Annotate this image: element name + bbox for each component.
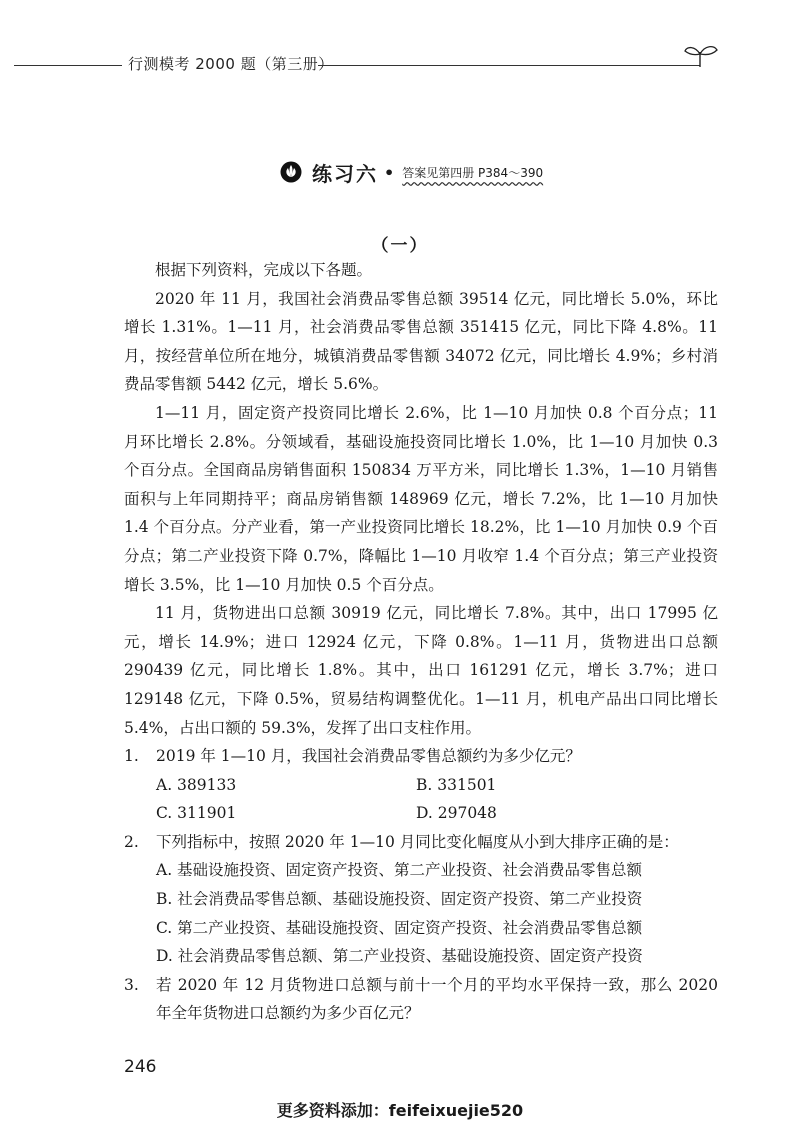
running-title: 行测模考 2000 题（第三册） <box>128 55 334 73</box>
header-rule-right <box>318 65 700 66</box>
question-number: 2. <box>124 832 139 851</box>
question-number: 3. <box>124 975 139 994</box>
flower-icon <box>280 161 302 183</box>
paragraph: 11 月，货物进出口总额 30919 亿元，同比增长 7.8%。其中，出口 17995 亿元，增长 14.9%；进口 12924 亿元，下降 0.8%。1—11 月，货物进出口总额 290439 亿元，同比增长 1.8%。其中，出口 161291 亿元，增长 3.7%；进口 129148 亿元，下降 0.5%，贸易结构调整优化。1—11 月，机电产品出口同比增长 5.4%，占出口额的 59.3%，发挥了出口支柱作用。 <box>124 604 718 737</box>
option-d: D. 297048 <box>416 804 497 823</box>
sprout-icon <box>683 44 719 68</box>
paragraph: 1—11 月，固定资产投资同比增长 2.6%，比 1—10 月加快 0.8 个百分点；11 月环比增长 2.8%。分领域看，基础设施投资同比增长 1.0%，比 1—10 月加快 0.3 个百分点。全国商品房销售面积 150834 万平方米，同比增长 1.3%，1—10 月销售面积与上年同期持平；商品房销售额 148969 亿元，增长 7.2%，比 1—10 月加快 1.4 个百分点。分产业看，第一产业投资同比增长 18.2%，比 1—10 月加快 0.9 个百分点；第二产业投资下降 0.7%，降幅比 1—10 月收窄 1.4 个百分点；第三产业投资增长 3.5%，比 1—10 月加快 0.5 个百分点。 <box>124 403 718 594</box>
footer-note: 更多资料添加：feifeixuejie520 <box>276 1101 524 1120</box>
option-c: C. 第二产业投资、基础设施投资、固定资产投资、社会消费品零售总额 <box>156 918 643 937</box>
question-3 <box>124 971 718 1028</box>
option-b: B. 社会消费品零售总额、基础设施投资、固定资产投资、第二产业投资 <box>156 890 643 909</box>
paragraph: 2020 年 11 月，我国社会消费品零售总额 39514 亿元，同比增长 5.0%，环比增长 1.31%。1—11 月，社会消费品零售总额 351415 亿元，同比下降 4.8%。11 月，按经营单位所在地分，城镇消费品零售额 34072 亿元，同比增长 4.9%；乡村消费品零售额 5442 亿元，增长 5.6%。 <box>124 289 718 394</box>
option-c: C. 311901 <box>156 804 237 823</box>
question-2 <box>124 828 718 857</box>
question-1 <box>124 742 718 771</box>
main-content <box>124 256 718 1028</box>
header-rule-left <box>14 65 122 66</box>
section-heading <box>280 158 543 186</box>
option-a: A. 389133 <box>156 775 237 794</box>
page-number: 246 <box>124 1057 157 1077</box>
question-stem: 若 2020 年 12 月货物进口总额与前十一个月的平均水平保持一致，那么 2020 年全年货物进口总额约为多少百亿元？ <box>156 975 718 1023</box>
option-b: B. 331501 <box>416 775 497 794</box>
question-number: 1. <box>124 747 139 766</box>
section-title: 练习六 <box>312 161 378 186</box>
question-1-options <box>124 771 718 828</box>
section-separator: • <box>384 162 395 182</box>
question-stem: 2019 年 1—10 月，我国社会消费品零售总额约为多少亿元？ <box>156 747 581 766</box>
option-a: A. 基础设施投资、固定资产投资、第二产业投资、社会消费品零售总额 <box>156 861 643 880</box>
option-d: D. 社会消费品零售总额、第二产业投资、基础设施投资、固定资产投资 <box>156 947 643 966</box>
running-header <box>0 44 800 74</box>
part-label: （一） <box>371 236 429 256</box>
question-stem: 下列指标中，按照 2020 年 1—10 月同比变化幅度从小到大排序正确的是： <box>156 832 679 851</box>
instruction: 根据下列资料，完成以下各题。 <box>155 261 373 279</box>
answer-reference: 答案见第四册 P384～390 <box>402 165 544 180</box>
